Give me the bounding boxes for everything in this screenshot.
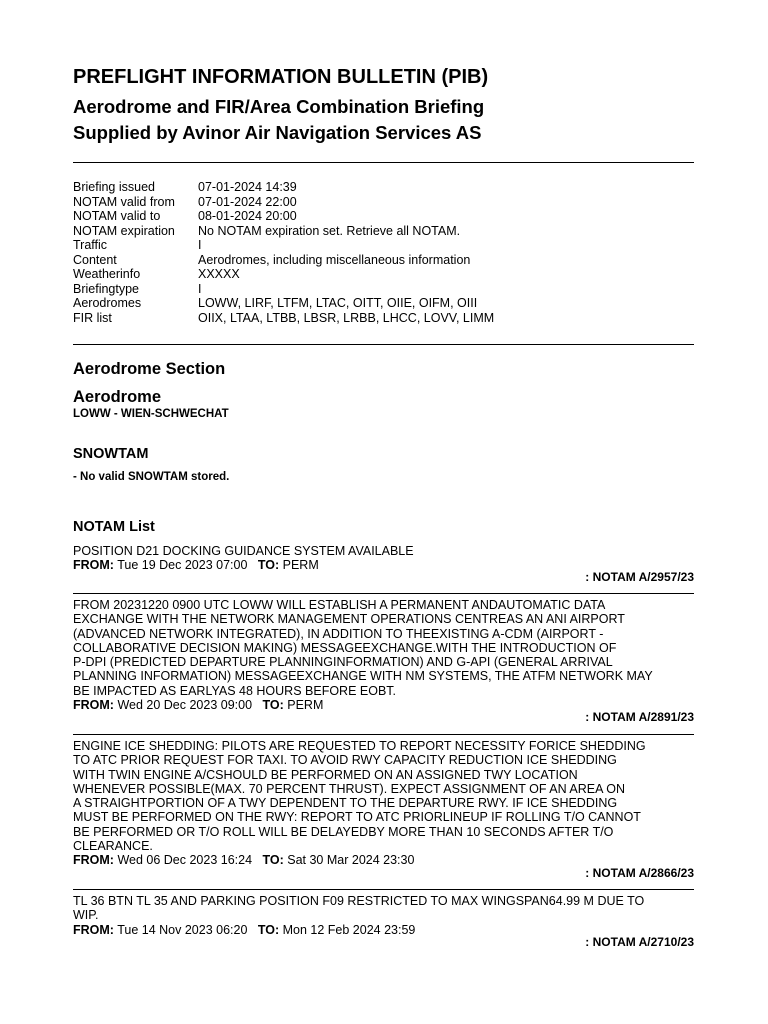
aerodrome-heading: Aerodrome (73, 388, 162, 406)
meta-row (73, 224, 694, 239)
meta-value: 07-01-2024 14:39 (198, 180, 297, 194)
from-value: Wed 20 Dec 2023 09:00 (117, 698, 253, 713)
meta-row (73, 267, 694, 282)
meta-key: NOTAM valid to (73, 209, 161, 223)
meta-key: Aerodromes (73, 296, 142, 310)
meta-row (73, 195, 694, 210)
document-title: PREFLIGHT INFORMATION BULLETIN (PIB) (73, 66, 489, 88)
meta-value: I (198, 238, 202, 252)
to-label: TO: (262, 698, 284, 713)
notam-reference: : NOTAM A/2891/23 (585, 710, 694, 724)
meta-value: XXXXX (198, 267, 240, 281)
meta-row (73, 282, 694, 297)
supplier-heading: Supplied by Avinor Air Navigation Services AS (73, 122, 482, 143)
from-label: FROM: (73, 698, 114, 713)
meta-value: 08-01-2024 20:00 (198, 209, 297, 223)
meta-value: Aerodromes, including miscellaneous information (198, 252, 471, 267)
notam-text: POSITION D21 DOCKING GUIDANCE SYSTEM AVAILABLE (73, 544, 414, 558)
meta-key: FIR list (73, 310, 112, 325)
notam-item (73, 739, 694, 891)
meta-key: Briefing issued (73, 180, 155, 194)
meta-key: Traffic (73, 238, 108, 252)
meta-key: NOTAM valid from (73, 194, 175, 209)
from-value: Tue 14 Nov 2023 06:20 (117, 922, 248, 937)
notam-item (73, 894, 694, 954)
meta-row (73, 238, 694, 253)
meta-row (73, 180, 694, 195)
snowtam-heading: SNOWTAM (73, 446, 149, 462)
from-label: FROM: (73, 853, 114, 868)
to-value: PERM (287, 698, 324, 713)
aerodrome-name: LOWW - WIEN-SCHWECHAT (73, 408, 229, 420)
notam-text: ENGINE ICE SHEDDING: PILOTS ARE REQUESTED TO REPORT NECESSITY FORICE SHEDDING TO ATC PRIOR REQUEST FOR TAXI. TO AVOID RWY CAPACITY REDUCTION ICE SHEDDING WITH TWIN ENGINE A/CSHOULD BE PERFORMED ON AN ASSIGNED TWY LOCATION WHENEVER POSSIBLE(MAX. 70 PERCENT THRUST). EXPECT ASSIGNMENT OF AN AREA ON A STRAIGHTPORTION OF A TWY DEPENDENT TO THE DEPARTURE RWY. IF ICE SHEDDING MUST BE PERFORMED ON THE RWY: REPORT TO ATC PRIORLINEUP IF ROLLING T/O CANNOT BE PERFORMED OR T/O ROLL WILL BE DELAYEDBY MORE THAN 10 SECONDS AFTER T/O CLEARANCE. (73, 739, 646, 854)
meta-row (73, 253, 694, 268)
briefing-type-heading: Aerodrome and FIR/Area Combination Briefing (73, 96, 485, 117)
meta-row (73, 209, 694, 224)
notam-reference: : NOTAM A/2710/23 (585, 935, 694, 949)
from-label: FROM: (73, 558, 114, 573)
notam-item (73, 598, 694, 738)
meta-value: I (198, 281, 202, 296)
header-divider (73, 162, 694, 163)
notam-reference: : NOTAM A/2866/23 (585, 866, 694, 880)
meta-row (73, 311, 694, 326)
notam-text: FROM 20231220 0900 UTC LOWW WILL ESTABLISH A PERMANENT ANDAUTOMATIC DATA EXCHANGE WITH THE NETWORK MANAGEMENT OPERATIONS CENTREAS AN ANI AIRPORT (ADVANCED NETWORK INTEGRATED), IN ADDITION TO THEEXISTING A-CDM (AIRPORT - COLLABORATIVE DECISION MAKING) MESSAGEEXCHANGE.WITH THE INTRODUCTION OF P-DPI (PREDICTED DEPARTURE PLANNINGINFORMATION) AND G-API (GENERAL ARRIVAL PLANNING INFORMATION) MESSAGEEXCHANGE WITH NM SYSTEMS, THE ATFM NETWORK MAY BE IMPACTED AS EARLYAS 48 HOURS BEFORE EOBT. (73, 598, 653, 698)
meta-value: No NOTAM expiration set. Retrieve all NOTAM. (198, 223, 461, 238)
meta-key: Content (73, 252, 117, 267)
notam-text: TL 36 BTN TL 35 AND PARKING POSITION F09 RESTRICTED TO MAX WINGSPAN64.99 M DUE TO WIP. (73, 894, 645, 923)
to-value: PERM (282, 558, 319, 573)
aerodrome-section-title: Aerodrome Section (73, 360, 226, 378)
notam-item (73, 544, 694, 596)
meta-row (73, 296, 694, 311)
to-label: TO: (257, 922, 280, 937)
meta-key: Weatherinfo (73, 267, 141, 281)
to-value: Sat 30 Mar 2024 23:30 (287, 853, 415, 868)
to-label: TO: (262, 853, 284, 868)
from-value: Tue 19 Dec 2023 07:00 (117, 558, 248, 573)
meta-key: NOTAM expiration (73, 223, 175, 238)
to-label: TO: (257, 558, 280, 573)
notam-divider (73, 734, 694, 735)
notam-list-heading: NOTAM List (73, 519, 155, 535)
snowtam-status: - No valid SNOWTAM stored. (73, 471, 230, 483)
notam-divider (73, 593, 694, 594)
to-value: Mon 12 Feb 2024 23:59 (282, 922, 416, 937)
notam-divider (73, 889, 694, 890)
meta-value: LOWW, LIRF, LTFM, LTAC, OITT, OIIE, OIFM, OIII (198, 296, 478, 310)
metadata-divider (73, 344, 694, 345)
meta-key: Briefingtype (73, 281, 140, 296)
from-label: FROM: (73, 922, 114, 937)
meta-value: OIIX, LTAA, LTBB, LBSR, LRBB, LHCC, LOVV, LIMM (198, 310, 495, 325)
from-value: Wed 06 Dec 2023 16:24 (117, 853, 253, 868)
meta-value: 07-01-2024 22:00 (198, 194, 297, 209)
notam-reference: : NOTAM A/2957/23 (585, 570, 694, 584)
briefing-metadata (73, 180, 694, 325)
